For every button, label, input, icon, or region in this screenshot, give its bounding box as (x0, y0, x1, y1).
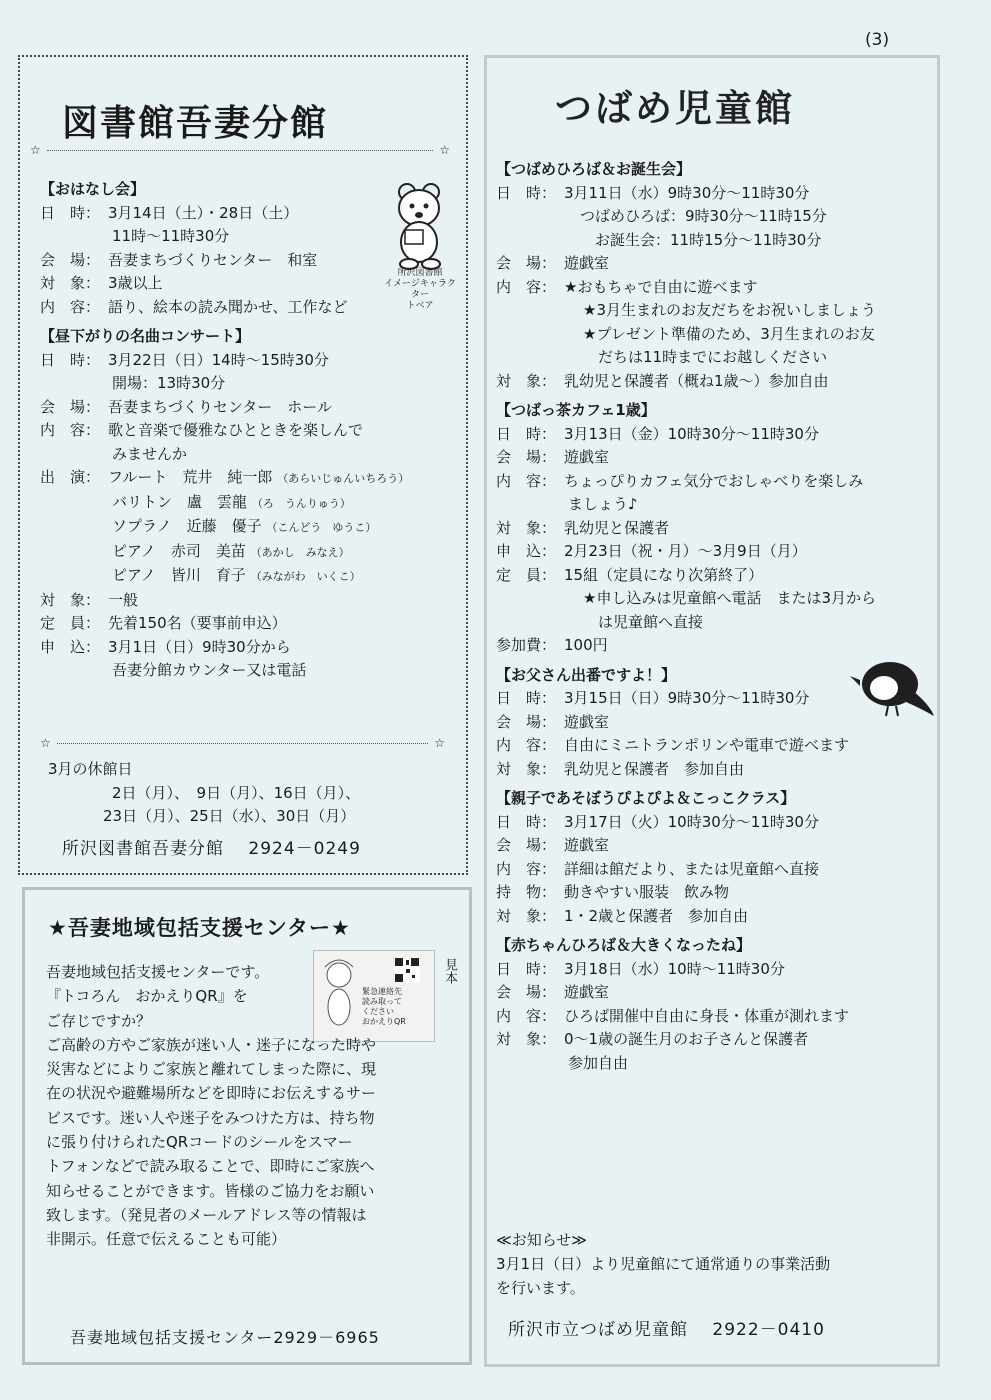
info-row: 日 時： 3月22日（日）14時～15時30分 (40, 350, 329, 369)
info-row: 持 物： 動きやすい服装 飲み物 (496, 883, 730, 901)
notice-line: 3月1日（日）より児童館にて通常通りの事業活動 (496, 1255, 831, 1273)
star-icon: ☆ (434, 736, 445, 750)
notice-line: を行います。 (496, 1279, 585, 1297)
support-title: ★吾妻地域包括支援センター★ (48, 916, 351, 940)
info-row: ★プレゼント準備のため、3月生まれのお友 (568, 324, 875, 343)
performer-row: バリトン 盧 雲龍 （ろ うんりゅう） (112, 492, 351, 511)
info-row: 内 容： 詳細は館だより、または児童館へ直接 (496, 859, 820, 878)
info-row: 参加自由 (568, 1053, 629, 1072)
info-row: 開場：13時30分 (112, 374, 226, 392)
info-row: 内 容： 自由にミニトランポリンや電車で遊べます (496, 736, 850, 754)
info-row: ★3月生まれのお友だちをお祝いしましょう (568, 301, 876, 319)
library-content (40, 178, 460, 683)
support-body (46, 960, 456, 1252)
info-row: 対 象： 0～1歳の誕生月のお子さんと保護者 (496, 1030, 809, 1048)
section-heading: 【お父さん出番ですよ！】 (496, 665, 677, 684)
info-row: 対 象： 乳幼児と保護者 (496, 518, 670, 537)
info-row: 日 時： 3月11日（水）9時30分～11時30分 (496, 183, 810, 202)
body-line: 吾妻地域包括支援センターです。 (46, 963, 270, 981)
section-heading: 【赤ちゃんひろば＆大きくなったね】 (496, 936, 752, 954)
info-row: 定 員： 先着150名（要事前申込） (40, 614, 287, 632)
info-row: ましょう♪ (568, 495, 638, 513)
body-line: 在の状況や避難場所などを即時にお伝えするサー (46, 1084, 377, 1103)
info-row: 会 場： 遊戯室 (496, 983, 610, 1001)
info-row: お誕生会：11時15分～11時30分 (580, 230, 822, 249)
info-row: 対 象： 一般 (40, 590, 139, 609)
info-row: 対 象： 乳幼児と保護者 参加自由 (496, 759, 745, 778)
info-row: 会 場： 吾妻まちづくりセンター ホール (40, 397, 332, 416)
body-line: 致します。（発見者のメールアドレス等の情報は (46, 1205, 367, 1224)
closed-days (48, 758, 458, 829)
notice (496, 1228, 926, 1300)
body-line: 非開示。任意で伝えることも可能） (46, 1230, 287, 1249)
star-icon: ☆ (30, 143, 41, 157)
performer-row: ソプラノ 近藤 優子 （こんどう ゆうこ） (112, 517, 377, 535)
info-row: 内 容： 語り、絵本の読み聞かせ、工作など (40, 297, 348, 316)
page-number: (3) (865, 30, 890, 50)
tsubame-contact: 所沢市立つばめ児童館 2922－0410 (508, 1320, 825, 1340)
info-row: 会 場： 吾妻まちづくりセンター 和室 (40, 250, 318, 269)
closed-days-title: 3月の休館日 (48, 760, 133, 778)
body-line: に張り付けられたQRコードのシールをスマー (46, 1133, 353, 1152)
info-row: 参加費： 100円 (496, 636, 608, 654)
info-row: 日 時： 3月15日（日）9時30分～11時30分 (496, 689, 810, 707)
info-row: みませんか (112, 444, 188, 463)
library-title-divider (30, 142, 450, 158)
info-row: 対 象： 3歳以上 (40, 274, 163, 292)
section-heading: 【つばっ茶カフェ1歳】 (496, 401, 656, 419)
support-contact: 吾妻地域包括支援センター2929－6965 (70, 1328, 380, 1347)
section-heading: 【つばめひろば＆お誕生会】 (496, 160, 692, 178)
info-row: 吾妻分館カウンター又は電話 (112, 661, 307, 679)
star-icon: ☆ (439, 143, 450, 157)
tsubame-content (496, 158, 936, 1075)
info-row: 日 時： 3月13日（金）10時30分～11時30分 (496, 424, 819, 443)
mascot-caption: 所沢図書館 イメージキャラクター トベア (384, 268, 456, 311)
info-row: 申 込： 3月1日（日）9時30分から (40, 637, 291, 656)
sample-label: 見本 (442, 958, 457, 984)
info-row: 会 場： 遊戯室 (496, 836, 610, 854)
info-row: は児童館へ直接 (568, 612, 704, 631)
info-row: 内 容： ちょっぴりカフェ気分でおしゃべりを楽しみ (496, 471, 864, 490)
info-row: 内 容： ★おもちゃで自由に遊べます (496, 277, 758, 296)
info-row: 内 容： 歌と音楽で優雅なひとときを楽しんで (40, 421, 364, 439)
info-row: つばめひろば：9時30分～11時15分 (580, 207, 827, 225)
performer-row: ピアノ 赤司 美苗 （あかし みなえ） (112, 541, 350, 560)
section-heading: 【昼下がりの名曲コンサート】 (40, 327, 251, 345)
info-row: 会 場： 遊戯室 (496, 448, 610, 466)
star-icon: ☆ (40, 736, 51, 750)
info-row: 内 容： ひろば開催中自由に身長・体重が測れます (496, 1006, 850, 1025)
info-row: ★申し込みは児童館へ電話 または3月から (568, 589, 876, 607)
info-row: 日 時： 3月18日（水）10時～11時30分 (496, 959, 785, 978)
info-row: 日 時： 3月14日（土）・28日（土） (40, 203, 299, 222)
library-contact: 所沢図書館吾妻分館 2924－0249 (62, 839, 361, 859)
body-line: トフォンなどで読み取ることで、即時にご家族へ (46, 1157, 375, 1176)
closed-days-line: 23日（月）、25日（水）、30日（月） (103, 807, 356, 825)
info-row: 定 員： 15組（定員になり次第終了） (496, 565, 764, 584)
tsubame-title: つばめ児童館 (555, 87, 795, 130)
info-row: 日 時： 3月17日（火）10時30分～11時30分 (496, 812, 819, 831)
section-heading: 【親子であそぼうぴよぴよ＆こっこクラス】 (496, 789, 796, 807)
qr-sample-card: 緊急連絡先 読み取って ください おかえりQR (313, 950, 435, 1042)
notice-title: ≪お知らせ≫ (496, 1231, 587, 1249)
info-row: 対 象： 1・2歳と保護者 参加自由 (496, 906, 749, 925)
body-line: ご高齢の方やご家族が迷い人・迷子になった時や (46, 1035, 377, 1054)
body-line: 知らせることができます。皆様のご協力をお願い (46, 1181, 375, 1200)
performer-row: ピアノ 皆川 育子 （みながわ いくこ） (112, 566, 361, 584)
library-title: 図書館吾妻分館 (62, 103, 329, 144)
info-row: だちは11時までにお越しください (568, 348, 828, 366)
info-row: 申 込： 2月23日（祝・月）～3月9日（月） (496, 542, 807, 560)
body-line: 『トコろん おかえりQR』を (46, 987, 248, 1006)
body-line: ビスです。迷い人や迷子をみつけた方は、持ち物 (46, 1108, 375, 1127)
body-line: 災害などによりご家族と離れてしまった際に、現 (46, 1060, 377, 1079)
info-row: 会 場： 遊戯室 (496, 254, 610, 272)
body-line: ご存じですか？ (46, 1011, 152, 1030)
section-heading: 【おはなし会】 (40, 180, 146, 198)
info-row: 11時～11時30分 (112, 227, 230, 245)
closed-days-line: 2日（月）、 9日（月）、16日（月）、 (112, 783, 361, 802)
performer-row: 出 演： フルート 荒井 純一郎 （あらいじゅんいちろう） (40, 468, 410, 486)
info-row: 会 場： 遊戯室 (496, 712, 610, 731)
closed-days-divider (40, 735, 445, 751)
info-row: 対 象： 乳幼児と保護者（概ね1歳～）参加自由 (496, 371, 829, 390)
